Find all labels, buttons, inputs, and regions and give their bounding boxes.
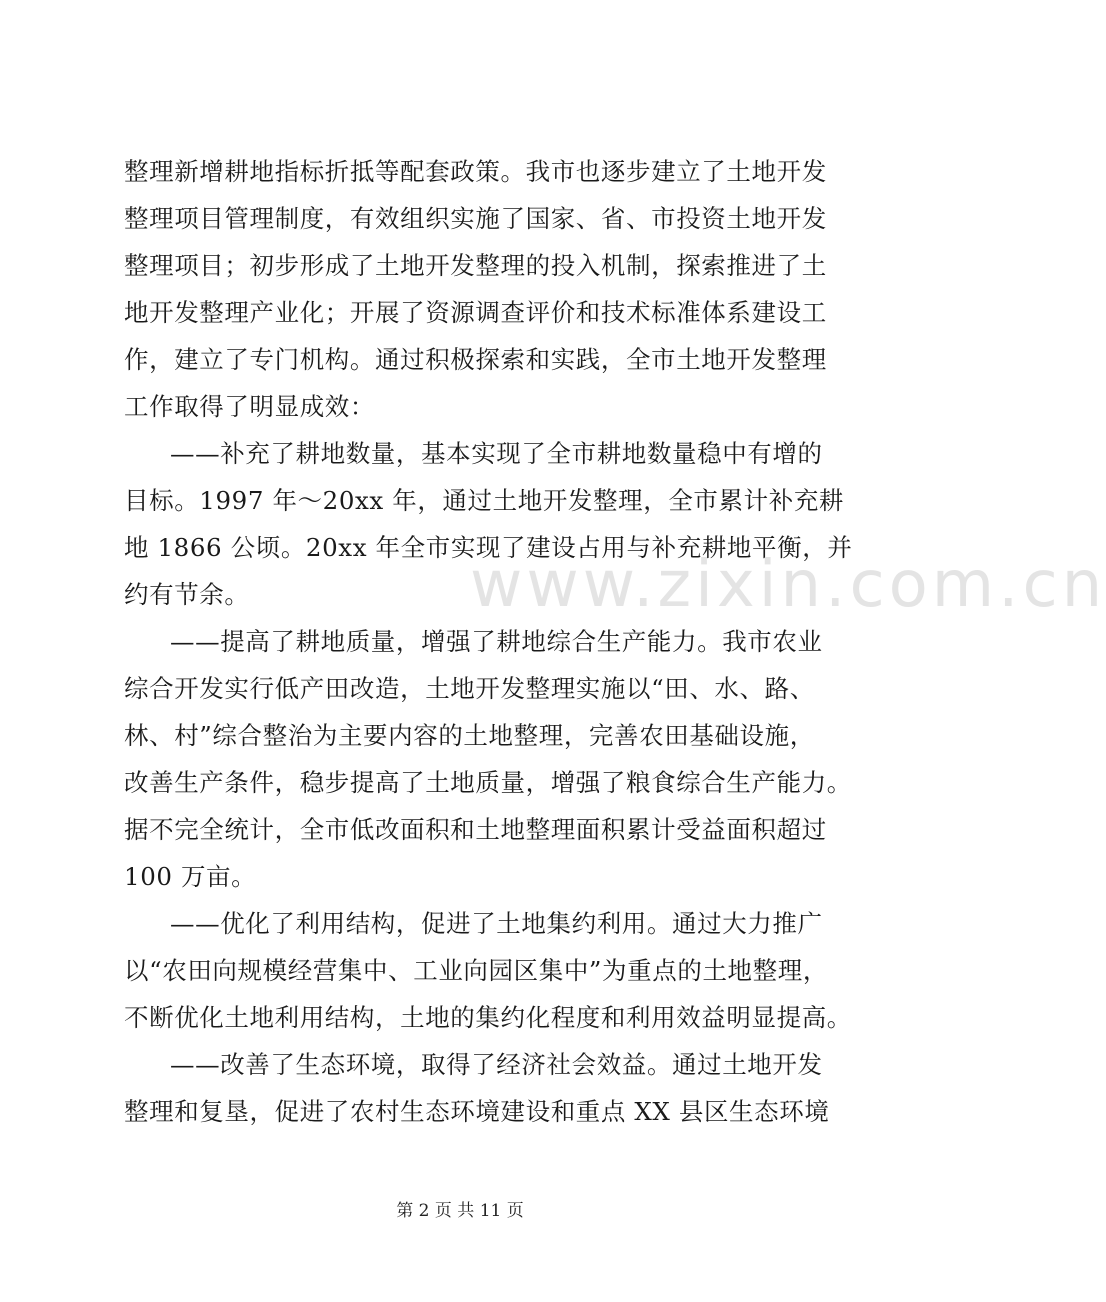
text-line: 工作取得了明显成效： bbox=[124, 392, 375, 421]
text-line: 作，建立了专门机构。通过积极探索和实践，全市土地开发整理 bbox=[124, 345, 827, 374]
text-line: 目标。1997 年～20xx 年，通过土地开发整理，全市累计补充耕 bbox=[124, 486, 845, 515]
text-line: 整理新增耕地指标折抵等配套政策。我市也逐步建立了土地开发 bbox=[124, 157, 827, 186]
page-footer: 第 2 页 共 11 页 bbox=[396, 1201, 524, 1221]
text-line: ——提高了耕地质量，增强了耕地综合生产能力。我市农业 bbox=[170, 627, 823, 656]
text-line: 整理项目管理制度，有效组织实施了国家、省、市投资土地开发 bbox=[124, 204, 827, 233]
text-line: 综合开发实行低产田改造，土地开发整理实施以“田、水、路、 bbox=[124, 674, 815, 703]
text-line: 地开发整理产业化；开展了资源调查评价和技术标准体系建设工 bbox=[124, 298, 827, 327]
text-line: 地 1866 公顷。20xx 年全市实现了建设占用与补充耕地平衡，并 bbox=[124, 533, 853, 562]
text-line: 改善生产条件，稳步提高了土地质量，增强了粮食综合生产能力。 bbox=[124, 768, 852, 797]
text-line: 整理项目；初步形成了土地开发整理的投入机制，探索推进了土 bbox=[124, 251, 827, 280]
text-line: ——改善了生态环境，取得了经济社会效益。通过土地开发 bbox=[170, 1050, 823, 1079]
text-line: ——优化了利用结构，促进了土地集约利用。通过大力推广 bbox=[170, 909, 823, 938]
text-line: 整理和复垦，促进了农村生态环境建设和重点 XX 县区生态环境 bbox=[124, 1097, 830, 1126]
text-line: 以“农田向规模经营集中、工业向园区集中”为重点的土地整理， bbox=[124, 956, 828, 985]
text-line: 不断优化土地利用结构，土地的集约化程度和利用效益明显提高。 bbox=[124, 1003, 852, 1032]
text-line: 据不完全统计，全市低改面积和土地整理面积累计受益面积超过 bbox=[124, 815, 827, 844]
text-line: 100 万亩。 bbox=[124, 862, 257, 891]
text-line: 林、村”综合整治为主要内容的土地整理，完善农田基础设施， bbox=[124, 721, 815, 750]
text-line: 约有节余。 bbox=[124, 580, 250, 609]
watermark: www.zixin.com.cn bbox=[470, 548, 1106, 622]
text-line: ——补充了耕地数量，基本实现了全市耕地数量稳中有增的 bbox=[170, 439, 823, 468]
body-text bbox=[124, 148, 853, 1135]
